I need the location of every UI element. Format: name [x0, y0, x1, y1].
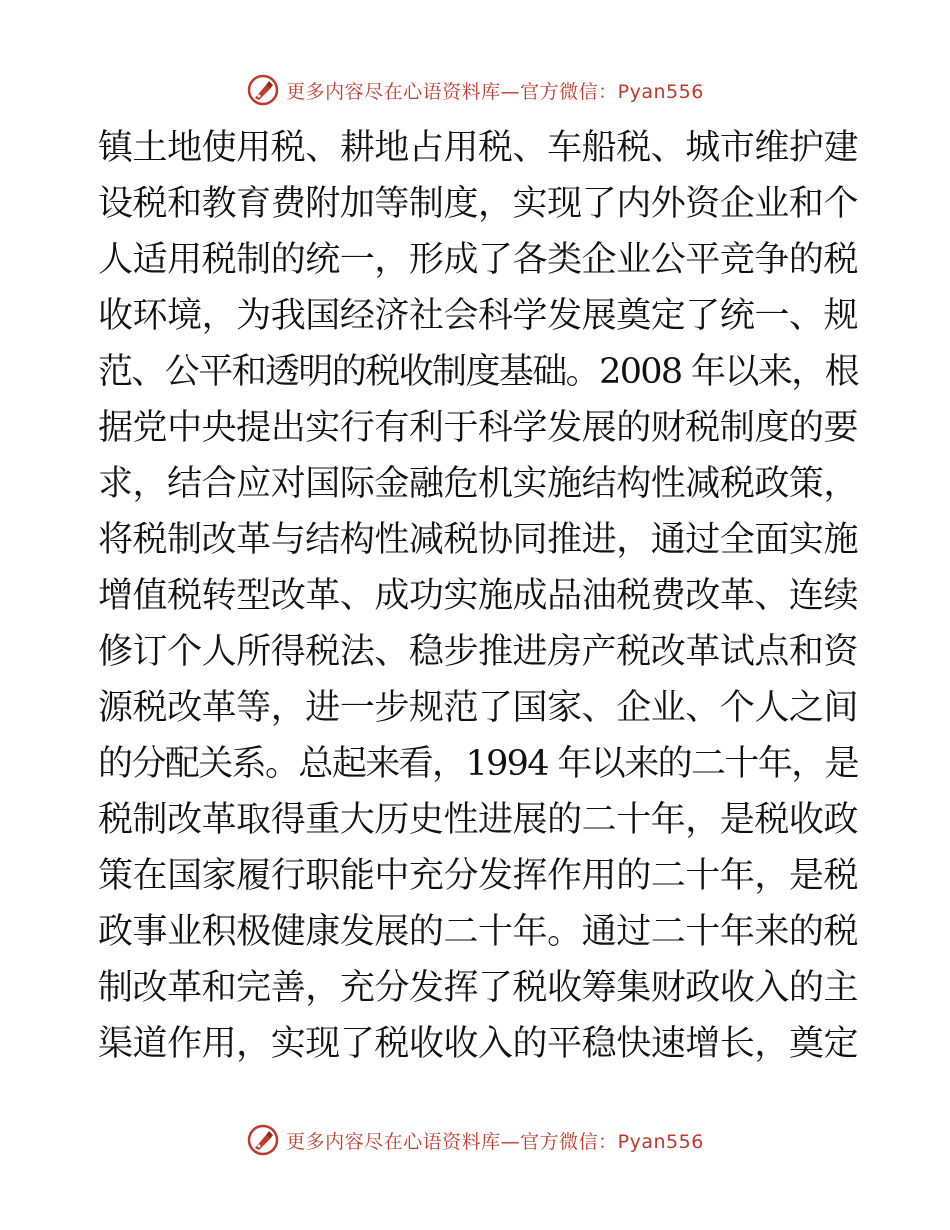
body-line: 策在国家履行职能中充分发挥作用的二十年，是税 — [98, 856, 858, 896]
footer-watermark-banner — [0, 1120, 950, 1160]
body-line: 制改革和完善，充分发挥了税收筹集财政收入的主 — [98, 968, 858, 1008]
body-line: 镇土地使用税、耕地占用税、车船税、城市维护建 — [98, 128, 858, 168]
body-line: 渠道作用，实现了税收收入的平稳快速增长，奠定 — [98, 1024, 858, 1064]
body-line: 求，结合应对国际金融危机实施结构性减税政策， — [98, 464, 858, 504]
body-line: 据党中央提出实行有利于科学发展的财税制度的要 — [98, 408, 858, 448]
body-line: 源税改革等，进一步规范了国家、企业、个人之间 — [98, 688, 858, 728]
body-line: 增值税转型改革、成功实施成品油税费改革、连续 — [98, 576, 858, 616]
pen-nib-circle-logo-icon — [246, 73, 280, 107]
body-line: 的分配关系。总起来看，1994 年以来的二十年，是 — [98, 744, 858, 784]
footer-watermark-text: 更多内容尽在心语资料库—官方微信：Pyan556 — [286, 1130, 704, 1153]
header-watermark-banner — [0, 70, 950, 110]
header-watermark-text: 更多内容尽在心语资料库—官方微信：Pyan556 — [286, 80, 704, 103]
document-body — [98, 120, 858, 1072]
body-line: 范、公平和透明的税收制度基础。2008 年以来，根 — [98, 352, 858, 392]
body-line: 将税制改革与结构性减税协同推进，通过全面实施 — [98, 520, 858, 560]
body-line: 设税和教育费附加等制度，实现了内外资企业和个 — [98, 184, 858, 224]
body-line: 人适用税制的统一，形成了各类企业公平竞争的税 — [98, 240, 858, 280]
body-line: 政事业积极健康发展的二十年。通过二十年来的税 — [98, 912, 858, 952]
body-line: 收环境，为我国经济社会科学发展奠定了统一、规 — [98, 296, 858, 336]
body-line: 修订个人所得税法、稳步推进房产税改革试点和资 — [98, 632, 858, 672]
pen-nib-circle-logo-icon — [246, 1123, 280, 1157]
body-line: 税制改革取得重大历史性进展的二十年，是税收政 — [98, 800, 858, 840]
